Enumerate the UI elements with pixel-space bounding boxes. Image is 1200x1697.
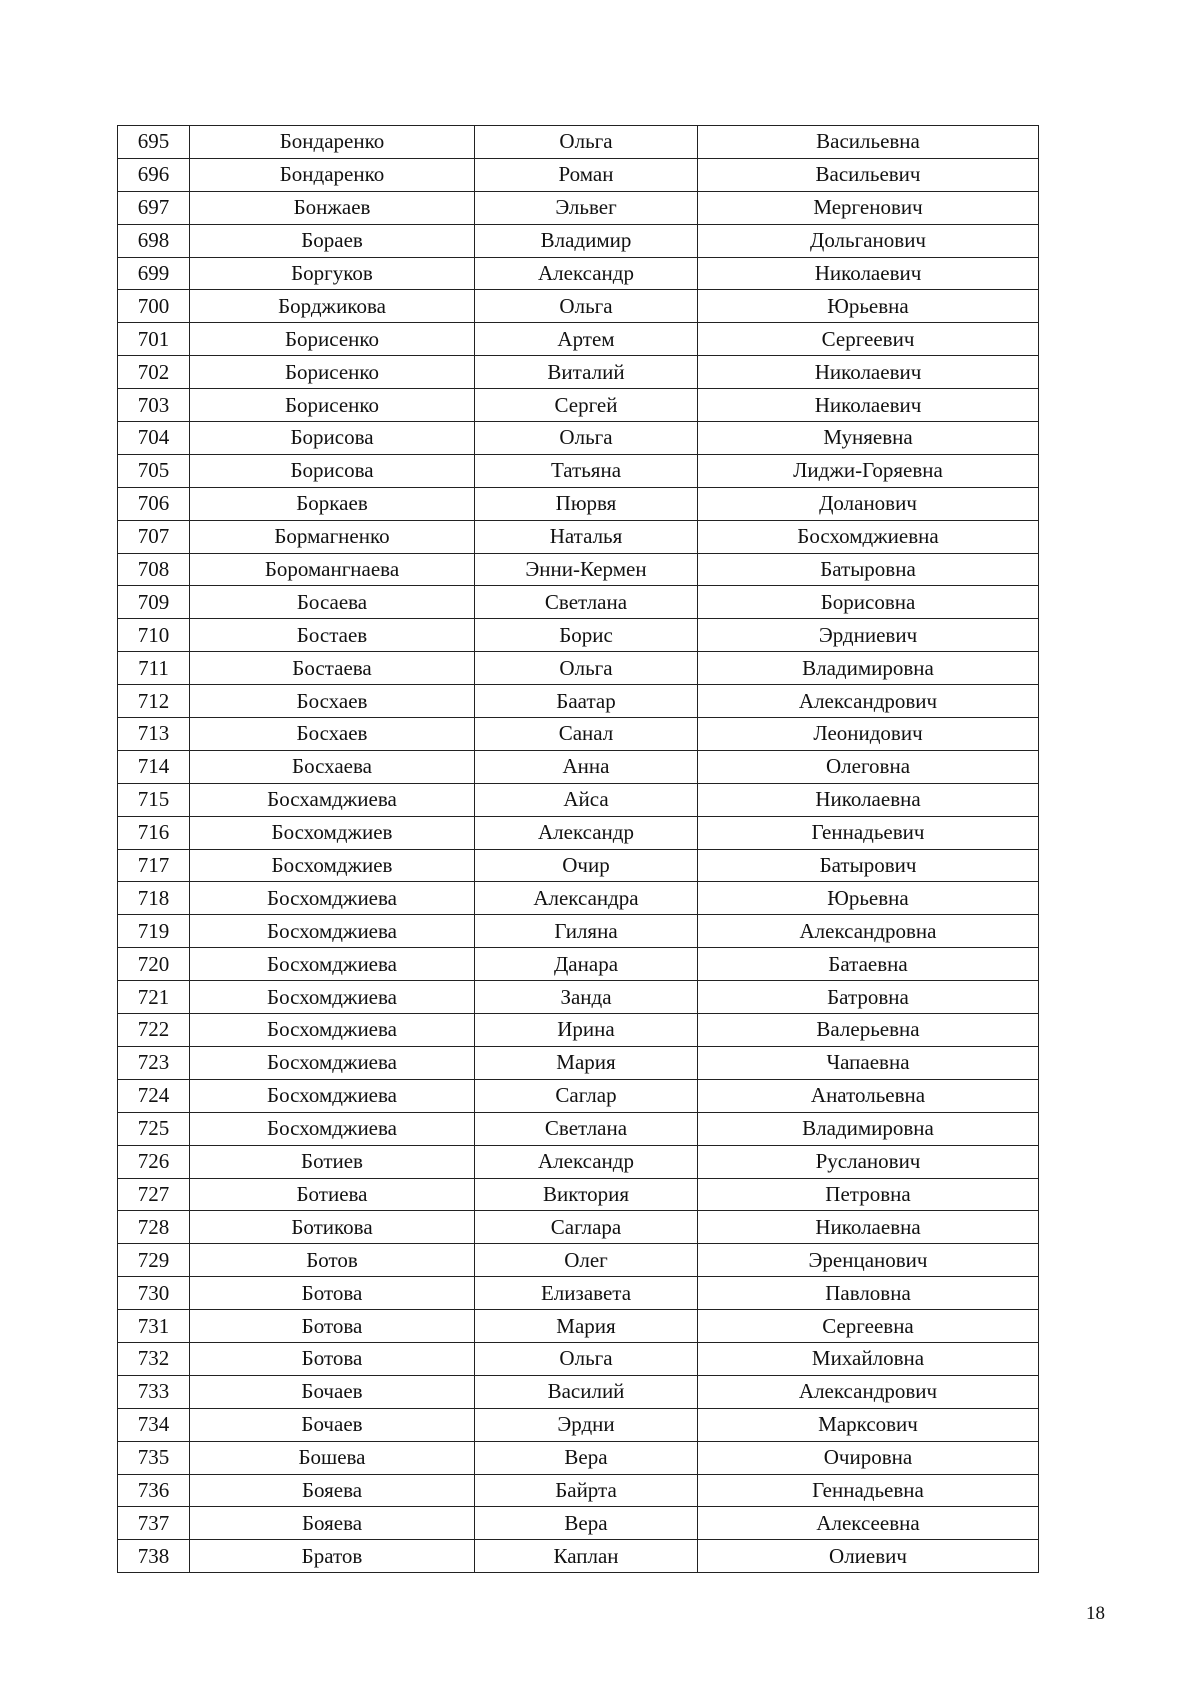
patronymic-cell: Очировна: [698, 1441, 1039, 1474]
first-name-cell: Санал: [475, 718, 698, 751]
table-row: [118, 356, 1039, 389]
row-number-cell: 708: [118, 553, 190, 586]
row-number-cell: 695: [118, 126, 190, 159]
patronymic-cell: Николаевич: [698, 356, 1039, 389]
first-name-cell: Елизавета: [475, 1277, 698, 1310]
last-name-cell: Боркаев: [190, 487, 475, 520]
table-row: [118, 1375, 1039, 1408]
last-name-cell: Борисенко: [190, 389, 475, 422]
table-row: [118, 553, 1039, 586]
first-name-cell: Пюрвя: [475, 487, 698, 520]
table-row: [118, 191, 1039, 224]
patronymic-cell: Сергеевич: [698, 323, 1039, 356]
row-number-cell: 717: [118, 849, 190, 882]
table-row: [118, 257, 1039, 290]
row-number-cell: 734: [118, 1408, 190, 1441]
first-name-cell: Анна: [475, 750, 698, 783]
patronymic-cell: Владимировна: [698, 1112, 1039, 1145]
last-name-cell: Бондаренко: [190, 158, 475, 191]
patronymic-cell: Николаевна: [698, 1211, 1039, 1244]
patronymic-cell: Русланович: [698, 1145, 1039, 1178]
last-name-cell: Бочаев: [190, 1375, 475, 1408]
last-name-cell: Босхомджиева: [190, 915, 475, 948]
last-name-cell: Боромангнаева: [190, 553, 475, 586]
row-number-cell: 710: [118, 619, 190, 652]
last-name-cell: Босхаев: [190, 718, 475, 751]
row-number-cell: 699: [118, 257, 190, 290]
first-name-cell: Вера: [475, 1441, 698, 1474]
table-row: [118, 750, 1039, 783]
table-row: [118, 915, 1039, 948]
row-number-cell: 730: [118, 1277, 190, 1310]
row-number-cell: 726: [118, 1145, 190, 1178]
row-number-cell: 713: [118, 718, 190, 751]
row-number-cell: 703: [118, 389, 190, 422]
last-name-cell: Босхомджиева: [190, 981, 475, 1014]
last-name-cell: Бормагненко: [190, 520, 475, 553]
row-number-cell: 716: [118, 816, 190, 849]
first-name-cell: Байрта: [475, 1474, 698, 1507]
row-number-cell: 721: [118, 981, 190, 1014]
table-row: [118, 1079, 1039, 1112]
row-number-cell: 737: [118, 1507, 190, 1540]
row-number-cell: 712: [118, 685, 190, 718]
row-number-cell: 705: [118, 454, 190, 487]
last-name-cell: Босхомджиева: [190, 882, 475, 915]
patronymic-cell: Александрович: [698, 685, 1039, 718]
table-row: [118, 422, 1039, 455]
patronymic-cell: Дольганович: [698, 224, 1039, 257]
first-name-cell: Артем: [475, 323, 698, 356]
table-row: [118, 323, 1039, 356]
last-name-cell: Бондаренко: [190, 126, 475, 159]
table-row: [118, 1046, 1039, 1079]
table-row: [118, 981, 1039, 1014]
last-name-cell: Бояева: [190, 1507, 475, 1540]
first-name-cell: Очир: [475, 849, 698, 882]
page-number: 18: [1086, 1603, 1105, 1624]
first-name-cell: Александр: [475, 816, 698, 849]
patronymic-cell: Мергенович: [698, 191, 1039, 224]
first-name-cell: Айса: [475, 783, 698, 816]
last-name-cell: Ботова: [190, 1277, 475, 1310]
patronymic-cell: Эренцанович: [698, 1244, 1039, 1277]
row-number-cell: 724: [118, 1079, 190, 1112]
patronymic-cell: Алексеевна: [698, 1507, 1039, 1540]
patronymic-cell: Доланович: [698, 487, 1039, 520]
row-number-cell: 731: [118, 1310, 190, 1343]
patronymic-cell: Чапаевна: [698, 1046, 1039, 1079]
first-name-cell: Эльвег: [475, 191, 698, 224]
table-row: [118, 685, 1039, 718]
table-row: [118, 1277, 1039, 1310]
first-name-cell: Мария: [475, 1046, 698, 1079]
row-number-cell: 714: [118, 750, 190, 783]
patronymic-cell: Николаевич: [698, 257, 1039, 290]
last-name-cell: Босаева: [190, 586, 475, 619]
row-number-cell: 707: [118, 520, 190, 553]
last-name-cell: Братов: [190, 1540, 475, 1573]
first-name-cell: Василий: [475, 1375, 698, 1408]
table-row: [118, 1540, 1039, 1573]
patronymic-cell: Николаевич: [698, 389, 1039, 422]
patronymic-cell: Эрдниевич: [698, 619, 1039, 652]
table-row: [118, 1014, 1039, 1047]
table-row: [118, 652, 1039, 685]
table-row: [118, 948, 1039, 981]
last-name-cell: Бораев: [190, 224, 475, 257]
last-name-cell: Борисенко: [190, 323, 475, 356]
table-row: [118, 1178, 1039, 1211]
first-name-cell: Занда: [475, 981, 698, 1014]
last-name-cell: Борисова: [190, 422, 475, 455]
last-name-cell: Босхомджиев: [190, 849, 475, 882]
table-row: [118, 1145, 1039, 1178]
row-number-cell: 718: [118, 882, 190, 915]
patronymic-cell: Александрович: [698, 1375, 1039, 1408]
table-row: [118, 454, 1039, 487]
last-name-cell: Борисова: [190, 454, 475, 487]
last-name-cell: Ботова: [190, 1310, 475, 1343]
row-number-cell: 720: [118, 948, 190, 981]
patronymic-cell: Батаевна: [698, 948, 1039, 981]
last-name-cell: Бонжаев: [190, 191, 475, 224]
first-name-cell: Александр: [475, 257, 698, 290]
row-number-cell: 701: [118, 323, 190, 356]
patronymic-cell: Павловна: [698, 1277, 1039, 1310]
row-number-cell: 729: [118, 1244, 190, 1277]
table-row: [118, 1244, 1039, 1277]
patronymic-cell: Борисовна: [698, 586, 1039, 619]
row-number-cell: 723: [118, 1046, 190, 1079]
patronymic-cell: Михайловна: [698, 1342, 1039, 1375]
first-name-cell: Виктория: [475, 1178, 698, 1211]
first-name-cell: Александр: [475, 1145, 698, 1178]
patronymic-cell: Анатольевна: [698, 1079, 1039, 1112]
row-number-cell: 696: [118, 158, 190, 191]
table-row: [118, 1474, 1039, 1507]
table-row: [118, 1211, 1039, 1244]
table-row: [118, 290, 1039, 323]
row-number-cell: 715: [118, 783, 190, 816]
row-number-cell: 704: [118, 422, 190, 455]
patronymic-cell: Петровна: [698, 1178, 1039, 1211]
first-name-cell: Виталий: [475, 356, 698, 389]
row-number-cell: 733: [118, 1375, 190, 1408]
table-row: [118, 487, 1039, 520]
row-number-cell: 706: [118, 487, 190, 520]
first-name-cell: Энни-Кермен: [475, 553, 698, 586]
table-row: [118, 718, 1039, 751]
table-row: [118, 1408, 1039, 1441]
last-name-cell: Босхомджиева: [190, 1079, 475, 1112]
row-number-cell: 727: [118, 1178, 190, 1211]
patronymic-cell: Батровна: [698, 981, 1039, 1014]
last-name-cell: Ботов: [190, 1244, 475, 1277]
first-name-cell: Светлана: [475, 586, 698, 619]
first-name-cell: Роман: [475, 158, 698, 191]
patronymic-cell: Юрьевна: [698, 882, 1039, 915]
first-name-cell: Татьяна: [475, 454, 698, 487]
first-name-cell: Владимир: [475, 224, 698, 257]
table-row: [118, 224, 1039, 257]
first-name-cell: Ольга: [475, 1342, 698, 1375]
patronymic-cell: Александровна: [698, 915, 1039, 948]
row-number-cell: 722: [118, 1014, 190, 1047]
first-name-cell: Ольга: [475, 126, 698, 159]
row-number-cell: 702: [118, 356, 190, 389]
last-name-cell: Босхамджиева: [190, 783, 475, 816]
patronymic-cell: Васильевна: [698, 126, 1039, 159]
row-number-cell: 732: [118, 1342, 190, 1375]
first-name-cell: Саглара: [475, 1211, 698, 1244]
patronymic-cell: Муняевна: [698, 422, 1039, 455]
last-name-cell: Босхомджиев: [190, 816, 475, 849]
first-name-cell: Ольга: [475, 422, 698, 455]
first-name-cell: Саглар: [475, 1079, 698, 1112]
patronymic-cell: Сергеевна: [698, 1310, 1039, 1343]
first-name-cell: Светлана: [475, 1112, 698, 1145]
row-number-cell: 700: [118, 290, 190, 323]
patronymic-cell: Леонидович: [698, 718, 1039, 751]
patronymic-cell: Батыровна: [698, 553, 1039, 586]
table-row: [118, 783, 1039, 816]
first-name-cell: Данара: [475, 948, 698, 981]
first-name-cell: Мария: [475, 1310, 698, 1343]
first-name-cell: Наталья: [475, 520, 698, 553]
last-name-cell: Ботиева: [190, 1178, 475, 1211]
row-number-cell: 725: [118, 1112, 190, 1145]
table-row: [118, 1507, 1039, 1540]
last-name-cell: Ботиев: [190, 1145, 475, 1178]
last-name-cell: Босхомджиева: [190, 948, 475, 981]
patronymic-cell: Босхомджиевна: [698, 520, 1039, 553]
patronymic-cell: Олеговна: [698, 750, 1039, 783]
table-row: [118, 1441, 1039, 1474]
last-name-cell: Ботикова: [190, 1211, 475, 1244]
last-name-cell: Борисенко: [190, 356, 475, 389]
last-name-cell: Босхомджиева: [190, 1046, 475, 1079]
first-name-cell: Ольга: [475, 652, 698, 685]
patronymic-cell: Валерьевна: [698, 1014, 1039, 1047]
patronymic-cell: Николаевна: [698, 783, 1039, 816]
row-number-cell: 735: [118, 1441, 190, 1474]
table-row: [118, 126, 1039, 159]
first-name-cell: Баатар: [475, 685, 698, 718]
last-name-cell: Бочаев: [190, 1408, 475, 1441]
table-row: [118, 1342, 1039, 1375]
first-name-cell: Александра: [475, 882, 698, 915]
first-name-cell: Вера: [475, 1507, 698, 1540]
table-row: [118, 520, 1039, 553]
first-name-cell: Эрдни: [475, 1408, 698, 1441]
patronymic-cell: Юрьевна: [698, 290, 1039, 323]
last-name-cell: Босхомджиева: [190, 1112, 475, 1145]
patronymic-cell: Геннадьевич: [698, 816, 1039, 849]
table-row: [118, 816, 1039, 849]
table-row: [118, 158, 1039, 191]
last-name-cell: Босхаева: [190, 750, 475, 783]
table-row: [118, 849, 1039, 882]
table-row: [118, 586, 1039, 619]
last-name-cell: Борджикова: [190, 290, 475, 323]
last-name-cell: Бошева: [190, 1441, 475, 1474]
table-row: [118, 619, 1039, 652]
row-number-cell: 697: [118, 191, 190, 224]
last-name-cell: Бостаева: [190, 652, 475, 685]
last-name-cell: Босхомджиева: [190, 1014, 475, 1047]
table-body: [118, 126, 1039, 1573]
first-name-cell: Борис: [475, 619, 698, 652]
patronymic-cell: Васильевич: [698, 158, 1039, 191]
first-name-cell: Гиляна: [475, 915, 698, 948]
last-name-cell: Бояева: [190, 1474, 475, 1507]
row-number-cell: 728: [118, 1211, 190, 1244]
first-name-cell: Олег: [475, 1244, 698, 1277]
row-number-cell: 738: [118, 1540, 190, 1573]
first-name-cell: Сергей: [475, 389, 698, 422]
last-name-cell: Боргуков: [190, 257, 475, 290]
table-row: [118, 1112, 1039, 1145]
patronymic-cell: Олиевич: [698, 1540, 1039, 1573]
table-row: [118, 1310, 1039, 1343]
patronymic-cell: Батырович: [698, 849, 1039, 882]
last-name-cell: Босхаев: [190, 685, 475, 718]
names-table: [117, 125, 1039, 1573]
first-name-cell: Ирина: [475, 1014, 698, 1047]
last-name-cell: Бостаев: [190, 619, 475, 652]
patronymic-cell: Геннадьевна: [698, 1474, 1039, 1507]
patronymic-cell: Лиджи-Горяевна: [698, 454, 1039, 487]
last-name-cell: Ботова: [190, 1342, 475, 1375]
row-number-cell: 719: [118, 915, 190, 948]
patronymic-cell: Марксович: [698, 1408, 1039, 1441]
row-number-cell: 698: [118, 224, 190, 257]
row-number-cell: 736: [118, 1474, 190, 1507]
table-row: [118, 882, 1039, 915]
patronymic-cell: Владимировна: [698, 652, 1039, 685]
table-row: [118, 389, 1039, 422]
row-number-cell: 711: [118, 652, 190, 685]
row-number-cell: 709: [118, 586, 190, 619]
first-name-cell: Ольга: [475, 290, 698, 323]
first-name-cell: Каплан: [475, 1540, 698, 1573]
